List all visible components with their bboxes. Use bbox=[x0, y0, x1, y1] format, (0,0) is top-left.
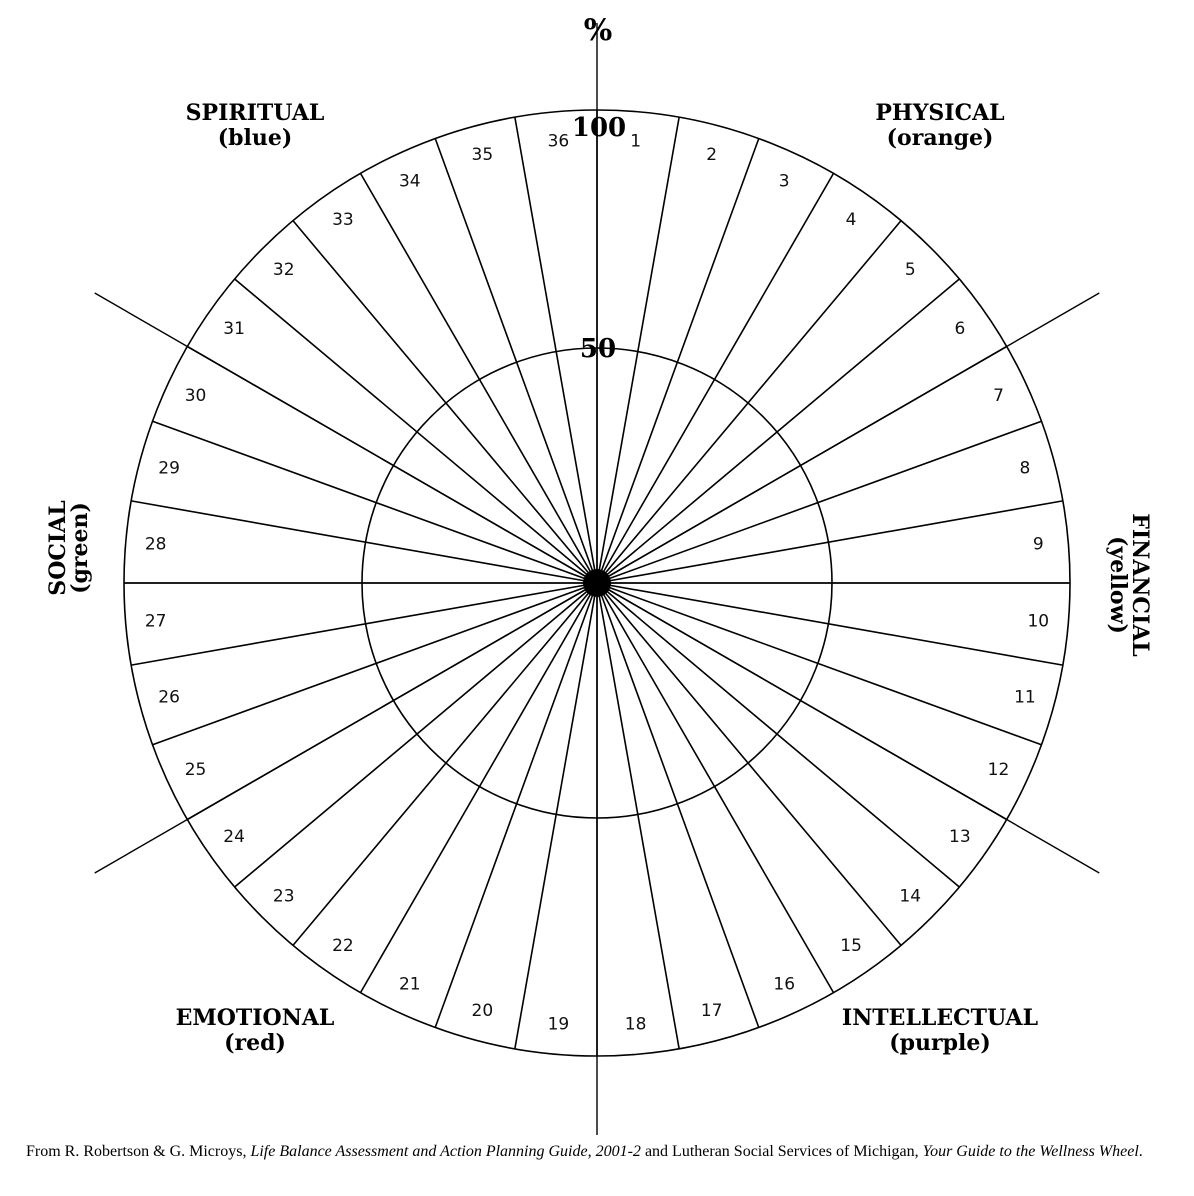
segment-number-4: 4 bbox=[845, 210, 857, 231]
segment-spoke bbox=[435, 139, 597, 583]
segment-number-1: 1 bbox=[630, 131, 642, 152]
segment-number-9: 9 bbox=[1032, 534, 1044, 555]
segment-number-7: 7 bbox=[993, 385, 1004, 406]
segment-number-19: 19 bbox=[547, 1014, 570, 1035]
category-color: (red) bbox=[224, 1030, 286, 1056]
segment-number-3: 3 bbox=[778, 171, 790, 192]
segment-number-16: 16 bbox=[773, 974, 796, 995]
segment-number-35: 35 bbox=[471, 145, 494, 166]
category-name: SOCIAL bbox=[45, 500, 71, 596]
category-color: (purple) bbox=[889, 1030, 991, 1056]
citation-book-title: Life Balance Assessment and Action Planning Guide, 2001-2 bbox=[250, 1143, 641, 1160]
segment-number-32: 32 bbox=[272, 259, 295, 280]
segment-number-36: 36 bbox=[547, 131, 570, 152]
segment-number-14: 14 bbox=[899, 886, 922, 907]
segment-spoke bbox=[597, 583, 759, 1027]
segment-spoke bbox=[235, 279, 597, 583]
segment-number-20: 20 bbox=[471, 1000, 494, 1021]
category-spiritual bbox=[186, 100, 325, 151]
category-name: INTELLECTUAL bbox=[841, 1005, 1039, 1031]
segment-number-26: 26 bbox=[158, 687, 180, 708]
citation-guide-title: Your Guide to the Wellness Wheel bbox=[922, 1143, 1139, 1160]
segment-number-24: 24 bbox=[223, 827, 245, 848]
segment-number-22: 22 bbox=[332, 935, 354, 956]
segment-number-17: 17 bbox=[700, 1000, 723, 1021]
segment-number-34: 34 bbox=[398, 171, 421, 192]
segment-spoke bbox=[597, 583, 959, 887]
citation-middle: and Lutheran Social Services of Michigan, bbox=[640, 1143, 923, 1160]
segment-spoke bbox=[597, 583, 901, 945]
citation-footer bbox=[26, 1140, 1176, 1163]
segment-spoke bbox=[597, 583, 1041, 745]
segment-number-15: 15 bbox=[840, 935, 862, 956]
citation-suffix: . bbox=[1138, 1143, 1143, 1160]
category-color: (blue) bbox=[217, 125, 293, 151]
percent-label: % bbox=[583, 13, 613, 48]
segment-number-27: 27 bbox=[144, 611, 167, 632]
segment-spoke bbox=[293, 221, 597, 583]
citation-prefix: From R. Robertson & G. Microys, bbox=[26, 1143, 251, 1160]
segment-number-25: 25 bbox=[184, 760, 207, 781]
segment-spoke bbox=[597, 139, 759, 583]
category-name: PHYSICAL bbox=[875, 100, 1005, 126]
category-physical bbox=[875, 100, 1004, 151]
segment-number-21: 21 bbox=[398, 974, 421, 995]
category-name: EMOTIONAL bbox=[175, 1005, 335, 1031]
segment-number-5: 5 bbox=[904, 259, 916, 280]
category-intellectual bbox=[842, 1005, 1038, 1056]
category-color: (yellow) bbox=[1105, 536, 1131, 634]
segment-number-29: 29 bbox=[158, 458, 180, 479]
category-color: (orange) bbox=[886, 125, 994, 151]
segment-spoke bbox=[293, 583, 597, 945]
segment-number-13: 13 bbox=[949, 827, 971, 848]
segment-spoke bbox=[435, 583, 597, 1027]
category-name: SPIRITUAL bbox=[185, 100, 325, 126]
category-name: FINANCIAL bbox=[1127, 513, 1153, 657]
segment-number-30: 30 bbox=[184, 385, 207, 406]
segment-spoke bbox=[153, 583, 597, 745]
segment-number-23: 23 bbox=[272, 886, 295, 907]
segment-spoke bbox=[597, 279, 959, 583]
segment-spoke bbox=[235, 583, 597, 887]
wheel-hub bbox=[583, 569, 611, 597]
segment-number-2: 2 bbox=[706, 145, 718, 166]
segment-number-28: 28 bbox=[144, 534, 167, 555]
segment-spoke bbox=[153, 421, 597, 583]
category-color: (green) bbox=[67, 502, 93, 594]
segment-number-12: 12 bbox=[987, 760, 1010, 781]
segment-number-8: 8 bbox=[1019, 458, 1031, 479]
segment-number-10: 10 bbox=[1027, 611, 1050, 632]
scale-label-50: 50 bbox=[579, 334, 617, 364]
category-financial bbox=[1105, 513, 1153, 657]
segment-spoke bbox=[597, 221, 901, 583]
segment-number-33: 33 bbox=[332, 210, 354, 231]
segment-number-11: 11 bbox=[1014, 687, 1036, 708]
category-emotional bbox=[176, 1005, 335, 1056]
segment-number-18: 18 bbox=[624, 1014, 647, 1035]
scale-label-100: 100 bbox=[571, 113, 627, 143]
segment-number-31: 31 bbox=[223, 318, 245, 339]
segment-spoke bbox=[597, 421, 1041, 583]
segment-number-6: 6 bbox=[954, 318, 966, 339]
category-social bbox=[45, 500, 93, 595]
